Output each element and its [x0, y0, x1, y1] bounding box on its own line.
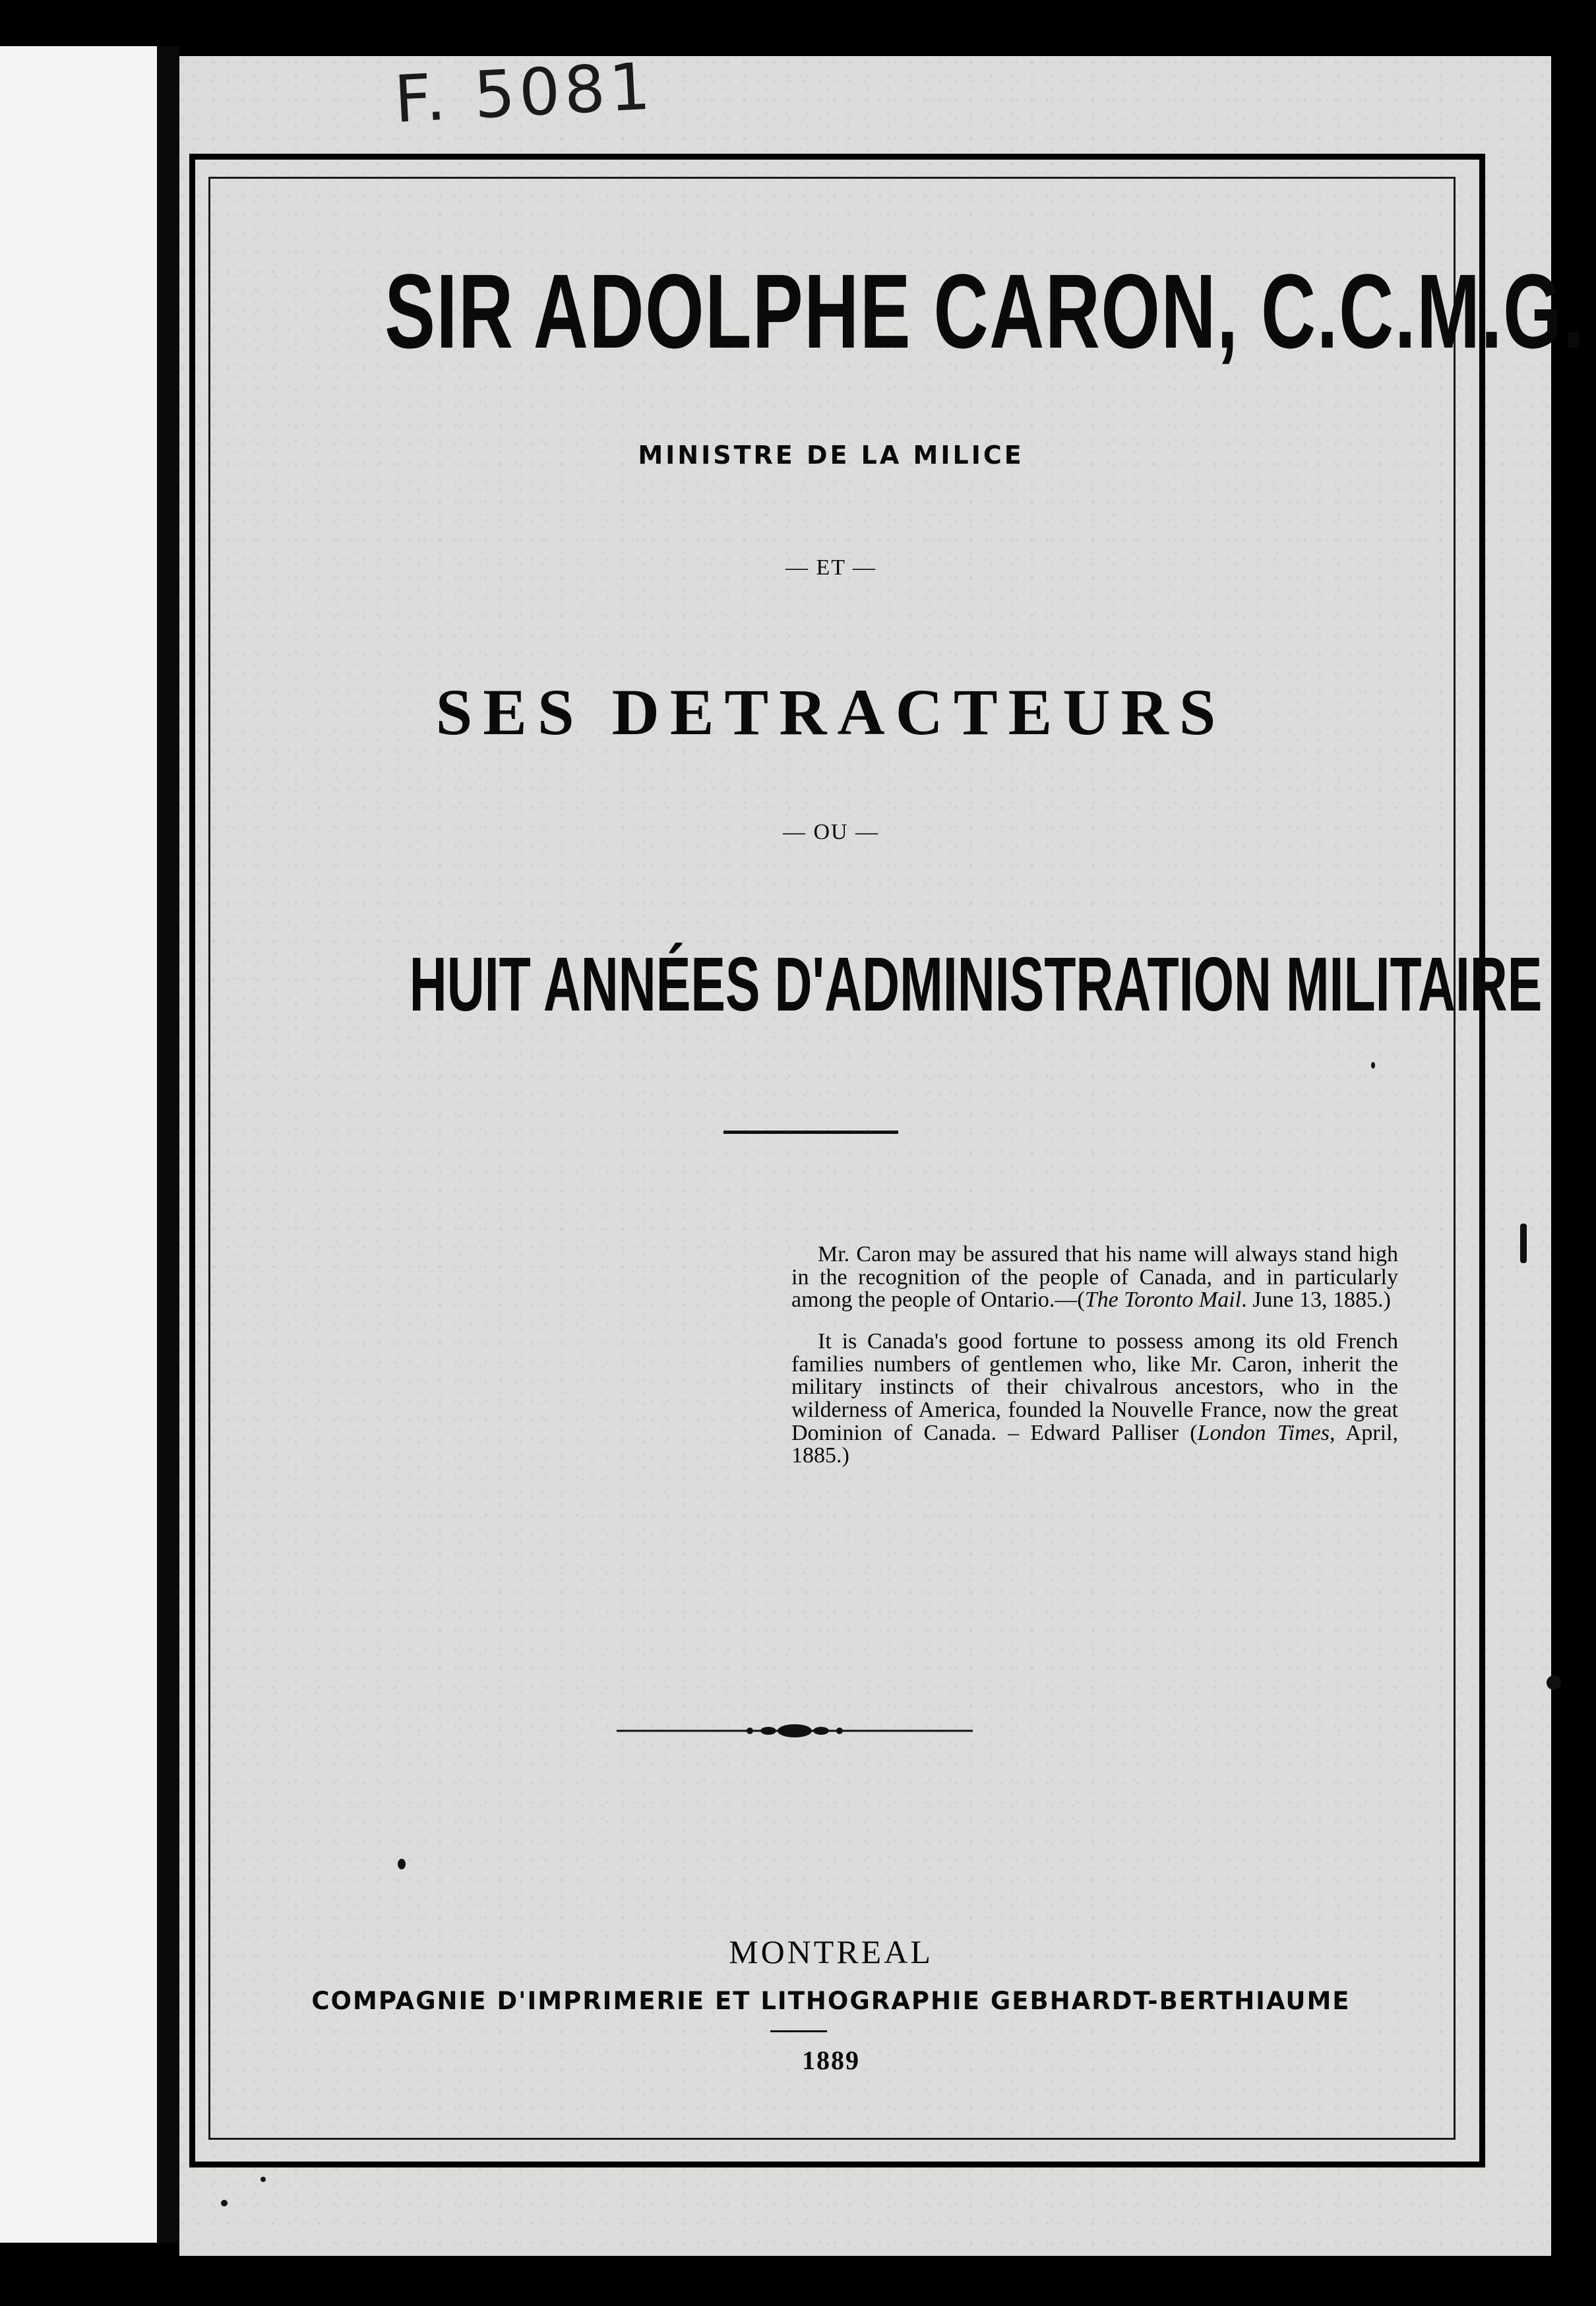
ink-speck — [261, 2177, 266, 2182]
quote-1-text: Mr. Caron may be assured that his name will always stand high in the recognition of the people of Canada, and in particularly among the people of Ontario.—( — [791, 1242, 1398, 1313]
imprint-city: MONTREAL — [729, 1933, 933, 1970]
title-divider-rule — [723, 1131, 898, 1134]
main-title: SIR ADOLPHE CARON, C.C.M.G. — [384, 252, 1585, 370]
connector-et: — ET — — [785, 555, 876, 580]
quote-2-source: London Times — [1197, 1420, 1330, 1445]
ink-speck — [221, 2200, 228, 2206]
ink-speck — [1520, 1224, 1527, 1263]
flyleaf — [0, 46, 157, 2243]
ink-speck — [1371, 1062, 1375, 1069]
flyleaf-edge — [157, 46, 179, 2243]
subtitle: MINISTRE DE LA MILICE — [638, 441, 1024, 470]
quote-1-source: The Toronto Mail — [1084, 1288, 1242, 1313]
tertiary-title: HUIT ANNÉES D'ADMINISTRATION MILITAIRE — [409, 941, 1543, 1027]
inner-border-frame — [208, 177, 1585, 2140]
quote-1-date: . June 13, 1885.) — [1241, 1288, 1391, 1313]
connector-ou: — OU — — [782, 820, 880, 844]
epigraph — [791, 1243, 1398, 1486]
secondary-title: SES DETRACTEURS — [435, 675, 1227, 749]
quote-2-text: It is Canada's good fortune to possess among its old French families numbers of gentlemen who, like Mr. Caron, inherit the military instincts of their chivalrous ancestors, who in the wilderness of America, founded la Nouvelle France, now the great Dominion of Canada. – Edward Palliser ( — [791, 1329, 1398, 1445]
epigraph-quote-1 — [791, 1243, 1398, 1312]
ink-speck — [1547, 1675, 1561, 1690]
imprint-rule — [770, 2030, 827, 2032]
decorative-ornament-rule — [617, 1718, 973, 1744]
imprint-year: 1889 — [802, 2045, 860, 2075]
ink-speck — [398, 1859, 406, 1869]
epigraph-quote-2 — [791, 1330, 1398, 1468]
handwritten-catalog-mark: F. 5081 — [392, 49, 656, 138]
imprint-publisher: COMPAGNIE D'IMPRIMERIE ET LITHOGRAPHIE GEBHARDT-BERTHIAUME — [311, 1987, 1351, 2015]
quote-2-date: , April, 1885.) — [791, 1420, 1398, 1468]
